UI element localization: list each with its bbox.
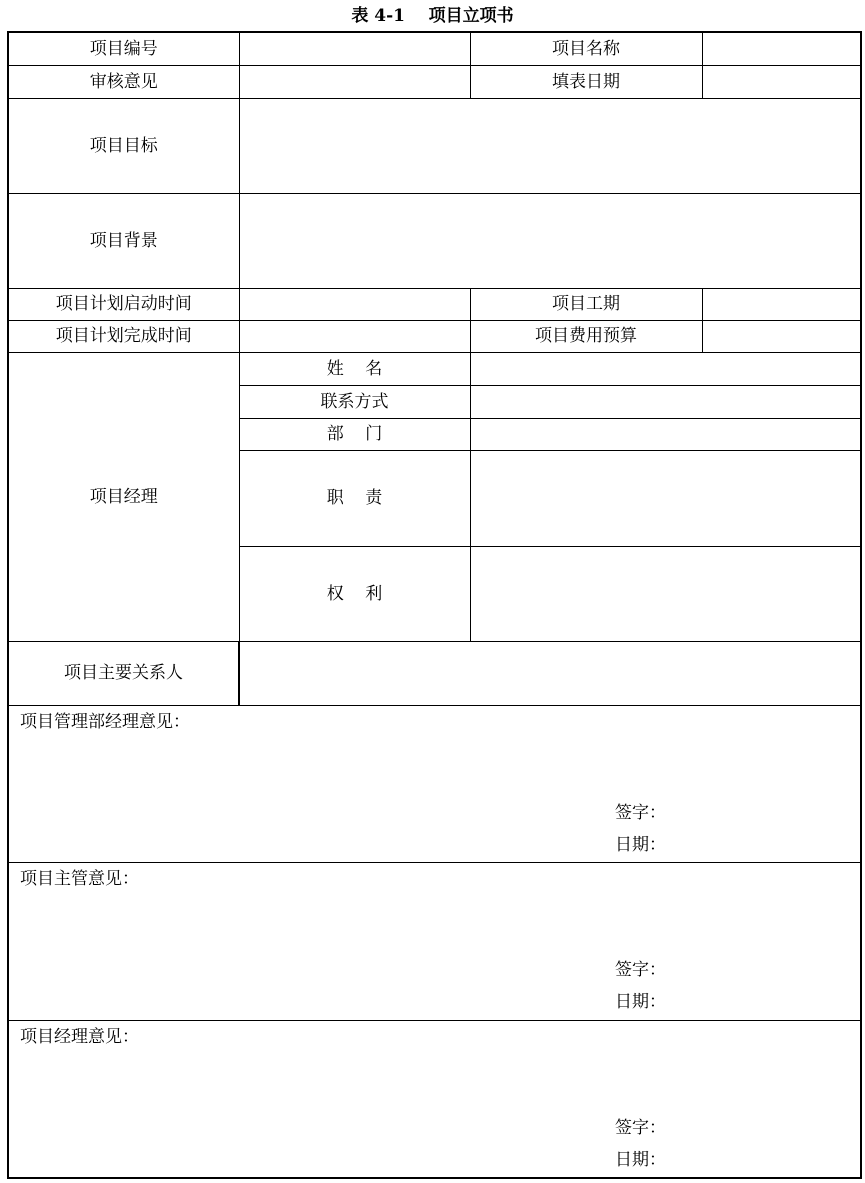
label-pm-name: 姓 名 xyxy=(239,352,470,385)
budget-field[interactable] xyxy=(702,320,861,352)
row-goal xyxy=(8,98,861,193)
label-planned-start: 项目计划启动时间 xyxy=(8,288,239,320)
label-pm-contact: 联系方式 xyxy=(239,385,470,418)
label-duration: 项目工期 xyxy=(470,288,702,320)
pm-name-field[interactable] xyxy=(470,352,861,385)
dept-manager-opinion-label: 项目管理部经理意见： xyxy=(20,711,190,732)
project-no-field[interactable] xyxy=(239,32,470,65)
label-project-no: 项目编号 xyxy=(8,32,239,65)
label-project-background: 项目背景 xyxy=(8,193,239,288)
project-initiation-form xyxy=(7,31,862,1179)
row-background xyxy=(8,193,861,288)
planned-start-field[interactable] xyxy=(239,288,470,320)
supervisor-opinion-field[interactable] xyxy=(8,862,861,1020)
duration-field[interactable] xyxy=(702,288,861,320)
pm-contact-field[interactable] xyxy=(470,385,861,418)
project-name-field[interactable] xyxy=(702,32,861,65)
date-label: 日期： xyxy=(615,834,666,855)
label-fill-date: 填表日期 xyxy=(470,65,702,98)
row-stakeholders xyxy=(8,641,861,705)
row-pm-name xyxy=(8,352,861,385)
dept-manager-opinion-field[interactable] xyxy=(8,705,861,862)
row-finish xyxy=(8,320,861,352)
signature-label: 签字： xyxy=(615,959,666,980)
label-project-manager: 项目经理 xyxy=(8,352,239,641)
date-label: 日期： xyxy=(615,1149,666,1170)
label-budget: 项目费用预算 xyxy=(470,320,702,352)
label-pm-rights: 权 利 xyxy=(239,546,470,641)
row-project-no xyxy=(8,32,861,65)
row-pm-opinion xyxy=(8,1020,861,1178)
pm-opinion-label: 项目经理意见： xyxy=(20,1026,139,1047)
pm-duties-field[interactable] xyxy=(470,450,861,546)
table-caption: 表 4-1 项目立项书 xyxy=(351,6,514,26)
label-stakeholders: 项目主要关系人 xyxy=(8,641,239,705)
project-goal-field[interactable] xyxy=(239,98,861,193)
label-project-name: 项目名称 xyxy=(470,32,702,65)
pm-department-field[interactable] xyxy=(470,418,861,450)
label-project-goal: 项目目标 xyxy=(8,98,239,193)
row-review xyxy=(8,65,861,98)
supervisor-opinion-label: 项目主管意见： xyxy=(20,868,139,889)
pm-rights-field[interactable] xyxy=(470,546,861,641)
label-pm-duties: 职 责 xyxy=(239,450,470,546)
stakeholders-field[interactable] xyxy=(239,641,861,705)
label-planned-finish: 项目计划完成时间 xyxy=(8,320,239,352)
row-start xyxy=(8,288,861,320)
label-pm-department: 部 门 xyxy=(239,418,470,450)
signature-label: 签字： xyxy=(615,802,666,823)
date-label: 日期： xyxy=(615,991,666,1012)
planned-finish-field[interactable] xyxy=(239,320,470,352)
fill-date-field[interactable] xyxy=(702,65,861,98)
review-opinion-field[interactable] xyxy=(239,65,470,98)
label-review-opinion: 审核意见 xyxy=(8,65,239,98)
row-supervisor-opinion xyxy=(8,862,861,1020)
row-dept-manager-opinion xyxy=(8,705,861,862)
project-background-field[interactable] xyxy=(239,193,861,288)
pm-opinion-field[interactable] xyxy=(8,1020,861,1178)
signature-label: 签字： xyxy=(615,1117,666,1138)
